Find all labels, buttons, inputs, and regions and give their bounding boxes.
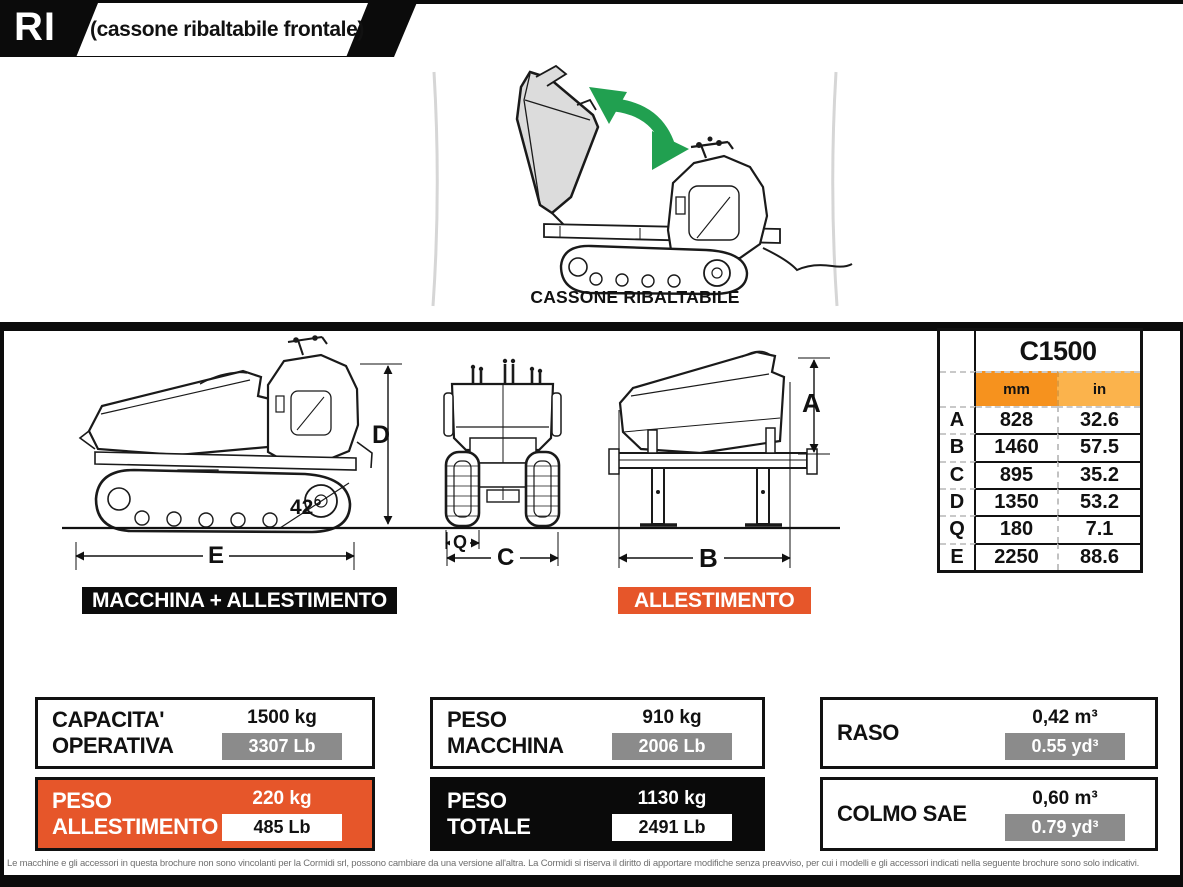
attachment-view-drawing [609,351,817,525]
dim-letter-C: C [491,545,520,571]
table-title-row [940,331,1140,371]
dim-letter-E: E [203,543,229,569]
metric-value: 220 kg [252,787,312,809]
spec-capacita-operativa [35,697,375,769]
imperial-badge: 0.79 yd³ [1005,814,1125,841]
dim-letter-D: D [372,421,391,449]
model-name: C1500 [1019,336,1097,366]
dim-letter-Q: Q [450,531,470,553]
dimensions-table [937,328,1143,573]
spec-peso-totale [430,777,765,851]
dim-letter-A: A [802,388,821,418]
table-row: D 1350 53.2 [940,488,1140,515]
spec-label: COLMO SAE [837,800,967,826]
spec-peso-allestimento [35,777,375,851]
rotation-arrow-icon [589,87,689,170]
metric-value: 0,60 m³ [1032,787,1098,809]
series-badge: RI [14,5,56,49]
imperial-badge: 2006 Lb [612,733,732,760]
imperial-badge: 485 Lb [222,814,342,841]
metric-value: 1500 kg [247,706,317,728]
table-units-row [940,371,1140,406]
hero-caption: CASSONE RIBALTABILE [530,287,740,307]
spec-label: PESO TOTALE [447,787,531,839]
spec-label: PESO MACCHINA [447,706,564,758]
disclaimer-text: Le macchine e gli accessori in questa brochure non sono vincolanti per la Cormidi srl, possono cambiare da una versione all'altra. La Cormidi si riserva il diritto di apportare modifiche senza preavviso, per cui i modelli e gli accessori indicati nella seguente brochure sono solo indicativi. [7,858,1140,869]
table-corner-cell [940,331,976,371]
spec-label: PESO ALLESTIMENTO [52,787,218,839]
table-row: Q 180 7.1 [940,515,1140,542]
imperial-badge: 3307 Lb [222,733,342,760]
machine-plus-attachment-label: MACCHINA + ALLESTIMENTO [82,587,397,614]
dim-letter-B: B [693,545,724,571]
col-header-in: in [1057,371,1140,406]
page-fold-right [833,72,837,306]
header-subtitle: (cassone ribaltabile frontale) [90,18,364,41]
table-row: C 895 35.2 [940,461,1140,488]
spec-raso [820,697,1158,769]
spec-colmo-sae [820,777,1158,851]
bottom-bar [0,875,1183,887]
table-row: B 1460 57.5 [940,433,1140,460]
raised-skip [517,72,598,213]
imperial-badge: 0.55 yd³ [1005,733,1125,760]
metric-value: 1130 kg [637,787,707,809]
hero-machine-illustration [433,66,852,306]
attachment-label: ALLESTIMENTO [618,587,811,614]
metric-value: 0,42 m³ [1032,706,1098,728]
metric-value: 910 kg [642,706,702,728]
side-view-drawing [80,335,372,532]
spec-label: CAPACITA' OPERATIVA [52,706,174,758]
page-fold-left [433,72,437,306]
spec-peso-macchina [430,697,765,769]
tip-angle-label: 42° [290,496,322,519]
col-header-mm: mm [976,371,1057,406]
spec-label: RASO [837,719,899,745]
imperial-badge: 2491 Lb [612,814,732,841]
table-row: A 828 32.6 [940,406,1140,433]
table-row: E 2250 88.6 [940,543,1140,570]
front-view-drawing [444,359,561,526]
